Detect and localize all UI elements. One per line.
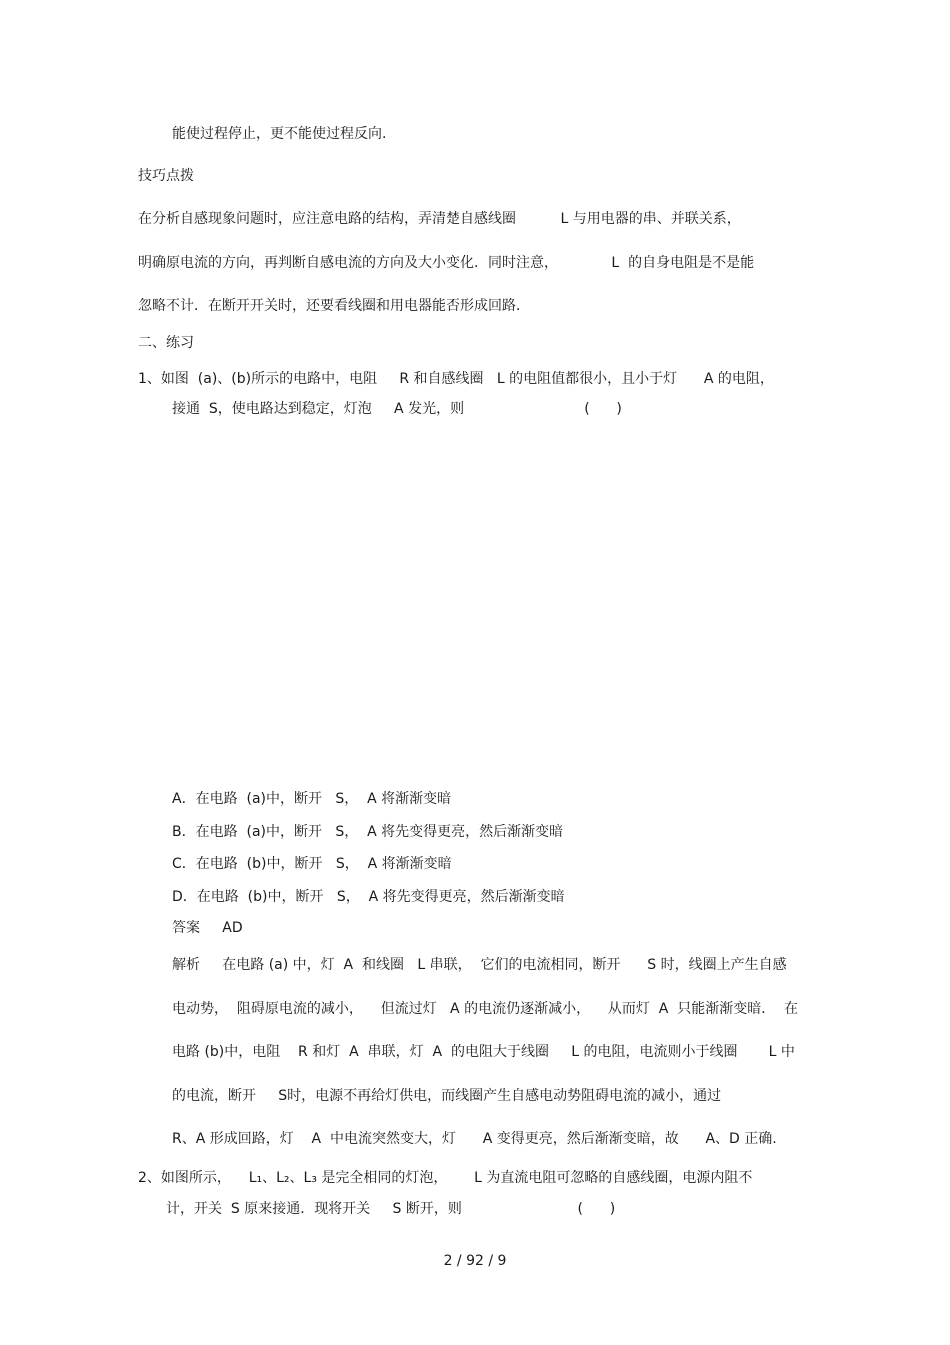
tip-line-1: 在分析自感现象问题时，应注意电路的结构，弄清楚自感线圈 L 与用电器的串、并联关系， — [138, 211, 741, 227]
q1-option-c: C．在电路 (b)中，断开 S， A 将渐渐变暗 — [172, 856, 452, 872]
q1-analysis-line-3: 电路 (b)中，电阻 R 和灯 A 串联，灯 A 的电阻大于线圈 L 的电阻，电流则小于线圈 L 中 — [172, 1044, 795, 1060]
q1-analysis-line-4: 的电流，断开 S时，电源不再给灯供电，而线圈产生自感电动势阻碍电流的减小，通过 — [172, 1088, 722, 1104]
q2-line-1: 2、如图所示， L₁、L₂、L₃ 是完全相同的灯泡， L 为直流电阻可忽略的自感线圈，电源内阻不 — [138, 1170, 753, 1186]
q1-option-b: B．在电路 (a)中，断开 S， A 将先变得更亮，然后渐渐变暗 — [172, 824, 564, 840]
tip-line-2: 明确原电流的方向，再判断自感电流的方向及大小变化．同时注意， L 的自身电阻是不是能 — [138, 255, 755, 271]
tip-line-3: 忽略不计．在断开开关时，还要看线圈和用电器能否形成回路． — [138, 298, 530, 314]
q1-line-1: 1、如图 (a)、(b)所示的电路中，电阻 R 和自感线圈 L 的电阻值都很小，且小于灯 A 的电阻， — [138, 371, 774, 387]
q1-analysis-line-5: R、A 形成回路，灯 A 中电流突然变大，灯 A 变得更亮，然后渐渐变暗，故 A、D 正确. — [172, 1131, 777, 1147]
tip-heading: 技巧点拨 — [138, 168, 194, 184]
page-indicator: 2 / 92 / 9 — [443, 1253, 507, 1269]
q1-option-d: D．在电路 (b)中，断开 S， A 将先变得更亮，然后渐渐变暗 — [172, 889, 565, 905]
practice-heading: 二、练习 — [138, 335, 194, 351]
q1-analysis-line-2: 电动势， 阻碍原电流的减小， 但流过灯 A 的电流仍逐渐减小， 从而灯 A 只能渐渐变暗． 在 — [172, 1001, 799, 1017]
q1-analysis-line-1: 解析 在电路 (a) 中，灯 A 和线圈 L 串联， 它们的电流相同，断开 S 时，线圈上产生自感 — [172, 957, 787, 973]
q1-option-a: A．在电路 (a)中，断开 S， A 将渐渐变暗 — [172, 791, 452, 807]
q1-answer: 答案 AD — [172, 920, 243, 936]
q1-line-2: 接通 S，使电路达到稳定，灯泡 A 发光，则 ( ) — [172, 401, 622, 417]
q2-line-2: 计，开关 S 原来接通．现将开关 S 断开，则 ( ) — [166, 1201, 616, 1217]
intro-continuation: 能使过程停止，更不能使过程反向. — [172, 126, 387, 142]
